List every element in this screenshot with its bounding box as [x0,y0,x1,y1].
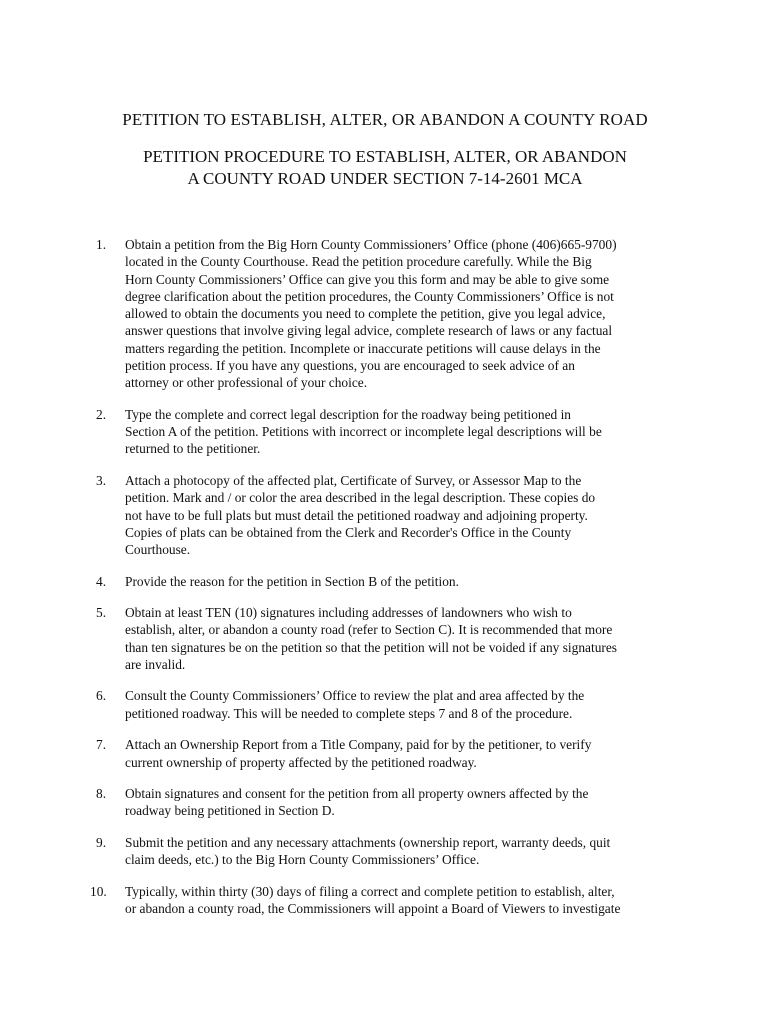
step-number: 5. [96,605,107,621]
step-number: 1. [96,237,107,252]
step-text-line: are invalid. [125,656,186,672]
procedure-step [96,472,664,558]
step-text-line: Horn County Commissioners’ Office can give you this form and may be able to give some [125,271,610,287]
step-text-line: Courthouse. [125,542,191,558]
step-text [125,687,664,722]
step-text-line: Type the complete and correct legal description for the roadway being petitioned in [125,406,571,422]
step-number: 2. [96,406,107,422]
step-text-line: Obtain at least TEN (10) signatures including addresses of landowners who wish to [125,605,572,621]
step-text-line: located in the County Courthouse. Read the petition procedure carefully. While the Big [125,254,592,270]
step-number: 7. [96,737,107,753]
step-text-line: matters regarding the petition. Incomplete or inaccurate petitions will cause delays in the [125,340,601,356]
step-text-line: roadway being petitioned in Section D. [125,803,335,819]
step-text-line: Consult the County Commissioners’ Office to review the plat and area affected by the [125,688,585,704]
procedure-step [96,236,664,392]
step-text [125,406,664,458]
step-text-line: answer questions that involve giving legal advice, complete research of laws or any factual [125,323,613,339]
document-title: PETITION TO ESTABLISH, ALTER, OR ABANDON A COUNTY ROAD [122,110,648,129]
procedure-step [96,834,664,869]
procedure-step [96,785,664,820]
step-text-line: than ten signatures be on the petition so that the petition will not be voided if any signatures [125,639,618,655]
procedure-step [96,573,664,590]
procedure-step [96,687,664,722]
step-text-line: attorney or other professional of your choice. [125,375,368,391]
procedure-step [96,604,664,673]
step-number: 9. [96,834,107,850]
step-text-line: Section A of the petition. Petitions with incorrect or incomplete legal descriptions will be [125,424,602,440]
step-text-line: or abandon a county road, the Commissioners will appoint a Board of Viewers to investigate [125,900,621,916]
subtitle-line: PETITION PROCEDURE TO ESTABLISH, ALTER, OR ABANDON [143,147,627,166]
step-text-line: petitioned roadway. This will be needed to complete steps 7 and 8 of the procedure. [125,705,573,721]
step-text-line: Attach a photocopy of the affected plat, Certificate of Survey, or Assessor Map to the [125,472,582,488]
step-text [125,472,664,558]
step-number: 10. [90,883,107,899]
step-number: 3. [96,472,107,488]
step-text-line: allowed to obtain the documents you need to complete the petition, give you legal advice, [125,306,606,322]
step-text-line: Provide the reason for the petition in Section B of the petition. [125,573,459,589]
step-text [125,604,664,673]
step-text [125,785,664,820]
step-text-line: petition. Mark and / or color the area described in the legal description. These copies do [125,490,596,506]
procedure-step [96,406,664,458]
procedure-steps-list [90,236,664,931]
procedure-step [96,736,664,771]
step-text-line: Attach an Ownership Report from a Title Company, paid for by the petitioner, to verify [125,737,592,753]
subtitle-line: A COUNTY ROAD UNDER SECTION 7-14-2601 MCA [187,169,583,188]
step-text-line: establish, alter, or abandon a county road (refer to Section C). It is recommended that more [125,622,613,638]
step-text [125,573,664,590]
procedure-step [90,883,664,918]
step-text-line: returned to the petitioner. [125,441,261,457]
step-text [125,236,664,392]
step-text-line: Copies of plats can be obtained from the Clerk and Recorder's Office in the County [125,524,572,540]
document-subtitle [0,146,770,190]
step-text-line: petition process. If you have any questions, you are encouraged to seek advice of an [125,358,575,374]
step-text-line: current ownership of property affected by the petitioned roadway. [125,754,477,770]
step-number: 6. [96,688,107,704]
step-text-line: Obtain signatures and consent for the petition from all property owners affected by the [125,786,589,802]
step-text [125,883,664,918]
step-text-line: claim deeds, etc.) to the Big Horn County Commissioners’ Office. [125,852,480,868]
step-number: 4. [96,573,107,589]
step-text-line: Obtain a petition from the Big Horn County Commissioners’ Office (phone (406)665-9700) [125,237,617,252]
step-text-line: Submit the petition and any necessary attachments (ownership report, warranty deeds, quit [125,834,611,850]
step-number: 8. [96,786,107,802]
step-text [125,834,664,869]
step-text-line: not have to be full plats but must detail the petitioned roadway and adjoining property. [125,507,588,523]
step-text-line: degree clarification about the petition procedures, the County Commissioners’ Office is not [125,288,614,304]
step-text [125,736,664,771]
step-text-line: Typically, within thirty (30) days of filing a correct and complete petition to establish, alter, [125,883,615,899]
